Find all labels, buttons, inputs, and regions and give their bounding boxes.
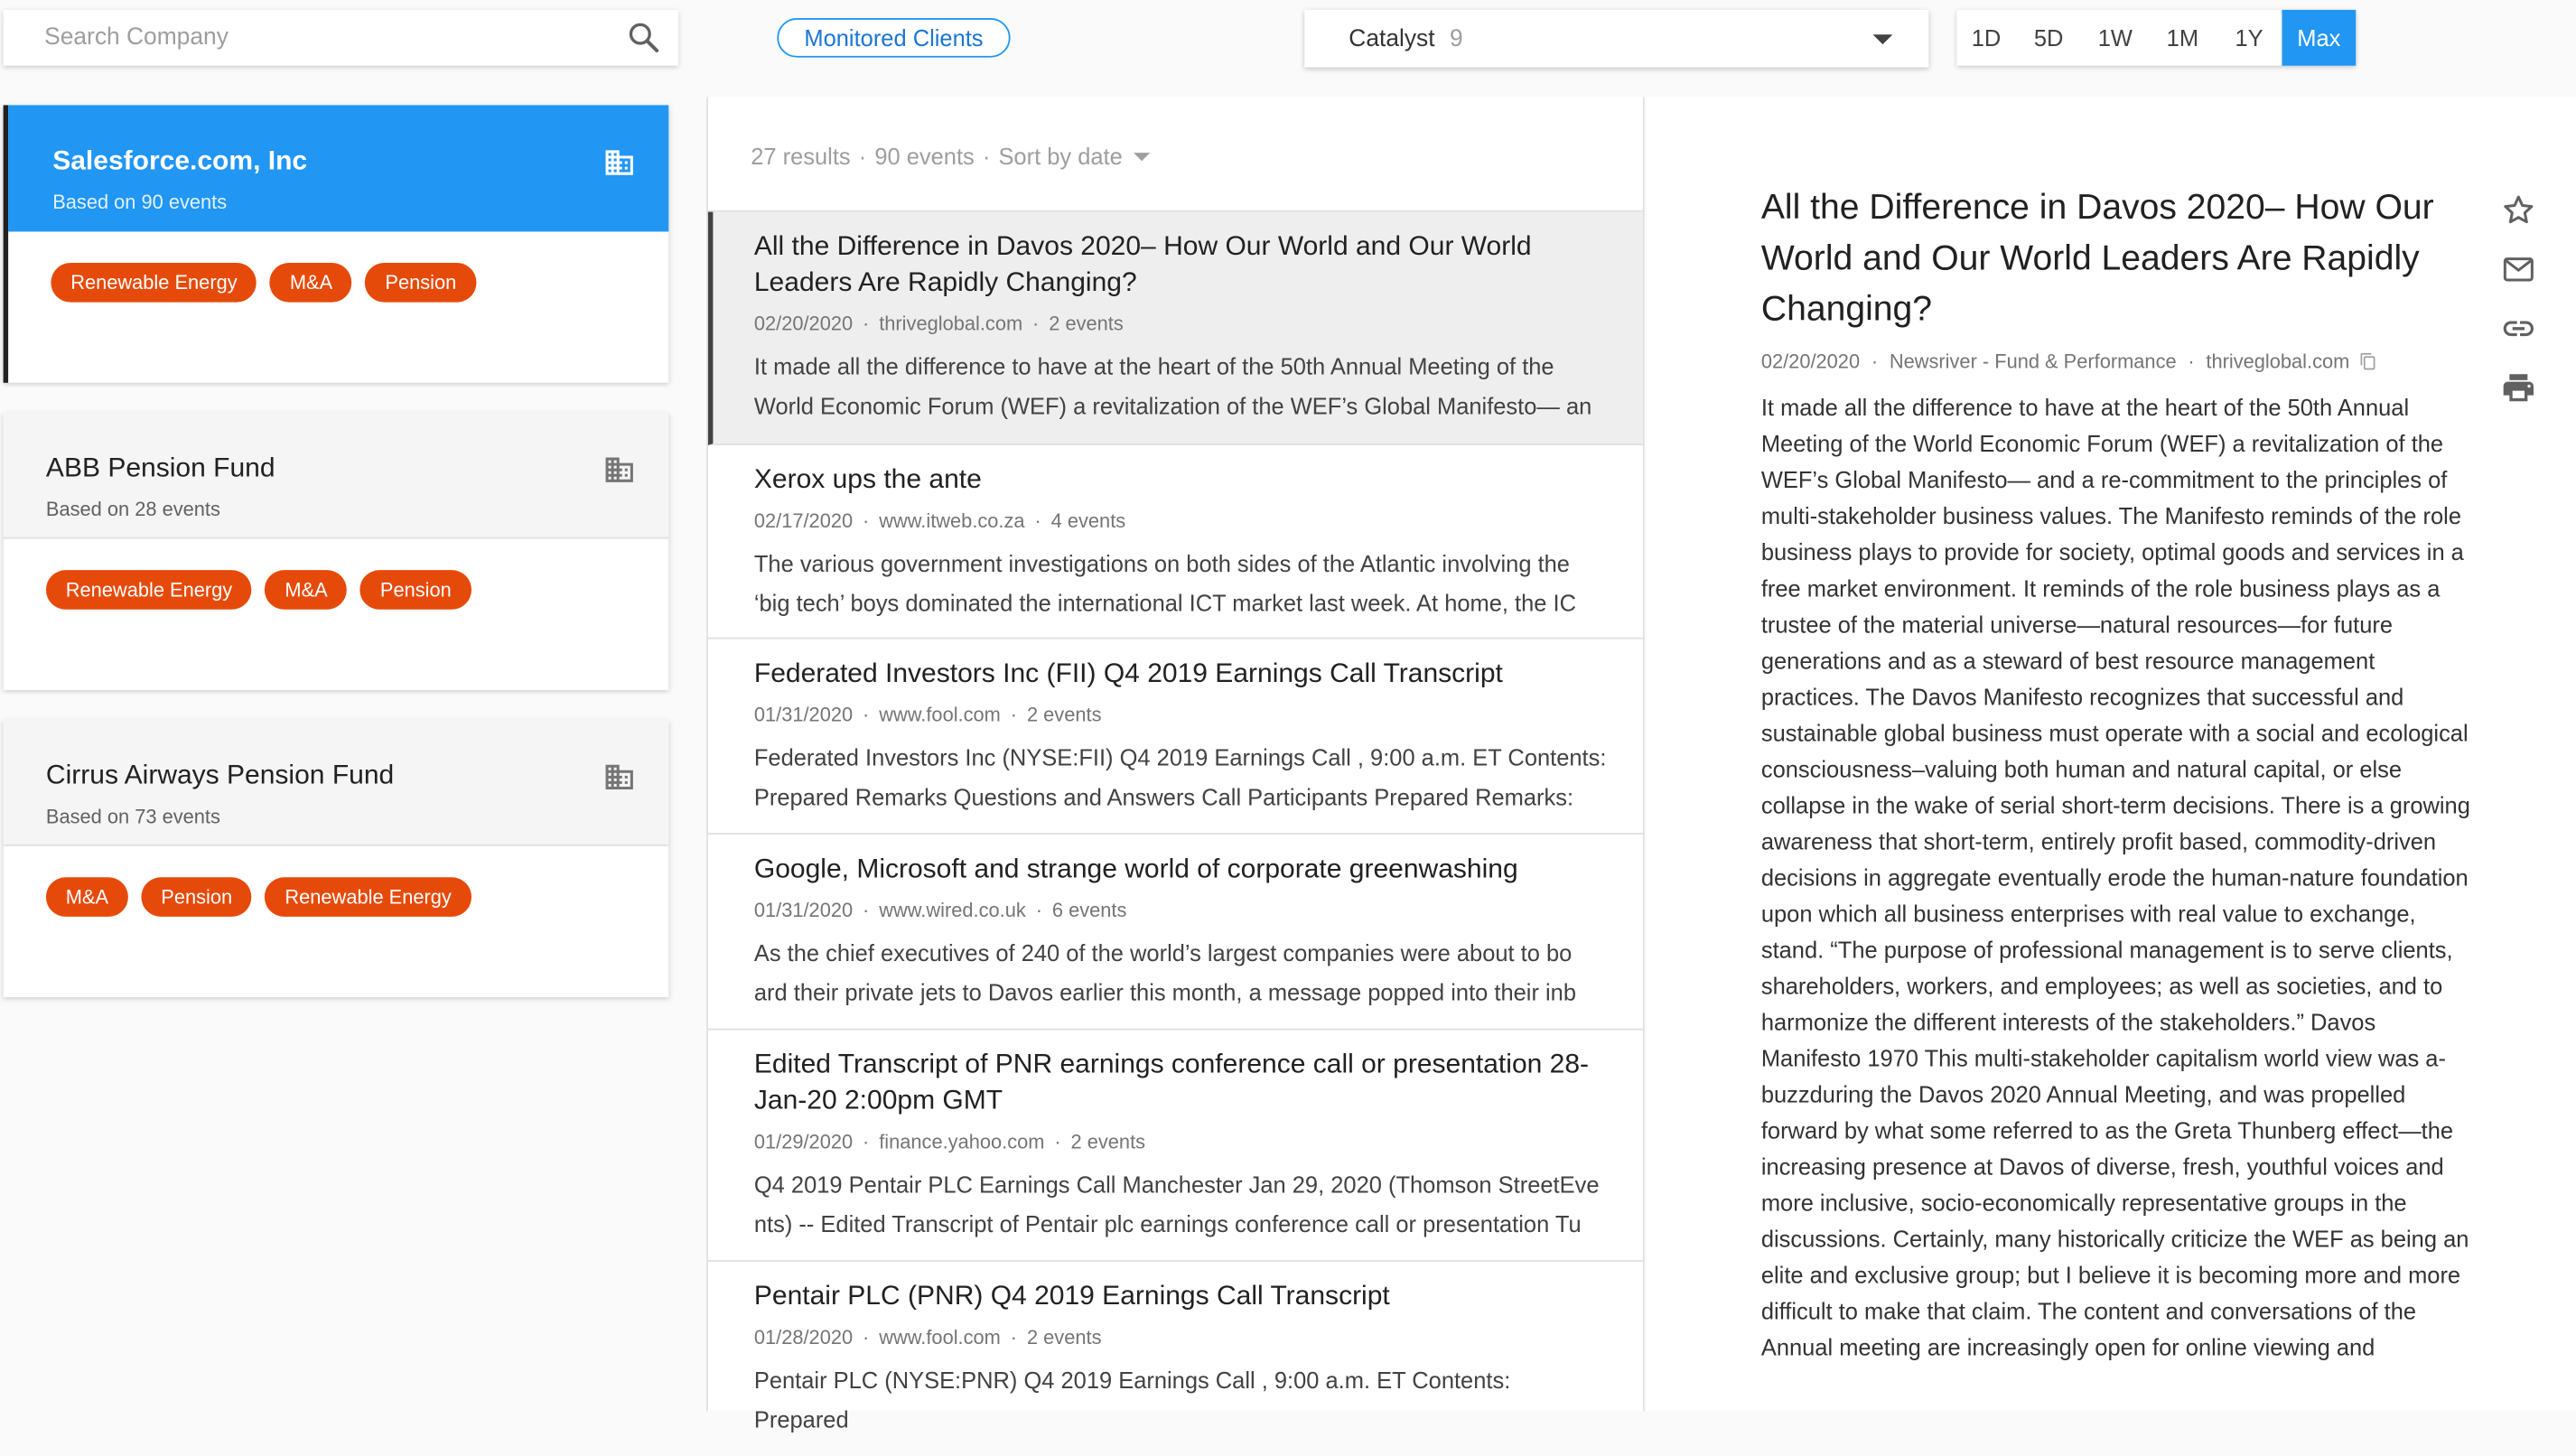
result-snippet: The various government investigations on both sides of the Atlantic involving the ‘big tech’ boys dominated the international ICT market last week. At home, the IC — [753, 550, 1576, 617]
meta-separator: · — [1034, 509, 1041, 533]
company-card-header — [4, 413, 669, 539]
result-events: 2 events — [1026, 1325, 1102, 1349]
result-source: www.fool.com — [879, 1325, 1001, 1349]
building-icon — [603, 761, 636, 793]
result-snippet: It made all the difference to have at the heart of the 50th Annual Meeting of the World Economic Forum (WEF) a revitalization of the WEF’s Global Manifesto— an — [753, 353, 1592, 419]
result-meta — [754, 313, 1607, 335]
article-body: It made all the difference to have at the heart of the 50th Annual Meeting of the World Economic Forum (WEF) a revitalization of the WEF’s Global Manifesto— and a re-commitment to the principles of multi-stakeholder business values. The Manifesto reminds of the role business plays to provide for society, optimal goods and services in a free market environment. It reminds of the role business plays as a trustee of the material universe—natural resources—for future generations and as a steward of best resource management practices. The Davos Manifesto recognizes that successful and sustainable global business must operate with a social and ecological consciousness–valuing both human and natural capital, or else collapse in the wake of serial short-term decisions. There is a growing awareness that short-term, entirely profit based, commodity-driven decisions in aggregate eventually erode the human-nature foundation upon which all business enterprises with real value to exchange, stand. “The purpose of professional management is to serve clients, shareholders, workers, and employees; as well as societies, and to harmonize the different interests of the stakeholders.” Davos Manifesto 1970 This multi-stakeholder capitalism world view was a-buzzduring the Davos 2020 Annual Meeting, and was propelled forward by what some referred to as the Greta Thunberg effect—the increasing presence at Davos of diverse, fresh, youthful voices and more inclusive, socio-economically representative groups in the discussions. Certainly, many historically criticize the WEF as being an elite and exclusive group; but I believe it is becoming more and more difficult to make that claim. The content and conversations of the Annual meeting are increasingly open for online viewing and — [1760, 394, 2470, 1361]
result-title[interactable]: Edited Transcript of PNR earnings conference call or presentation 28-Jan-20 2:00pm GMT — [753, 1050, 1590, 1116]
events-count: 90 events — [874, 143, 975, 170]
results-meta — [708, 97, 1643, 211]
sort-caret-icon[interactable] — [1134, 153, 1151, 161]
company-name: Salesforce.com, Inc — [52, 145, 308, 176]
article-source[interactable]: thriveglobal.com — [2206, 350, 2350, 373]
result-meta — [754, 509, 1607, 532]
link-icon[interactable] — [2500, 311, 2536, 347]
company-card[interactable] — [4, 105, 669, 382]
result-source: www.wired.co.uk — [879, 898, 1026, 922]
company-card-header — [4, 720, 669, 846]
company-card-header — [8, 105, 668, 231]
result-events: 2 events — [1026, 703, 1102, 726]
company-events: Based on 73 events — [45, 805, 220, 828]
company-name: Cirrus Airways Pension Fund — [45, 761, 395, 790]
result-date: 02/20/2020 — [753, 312, 854, 336]
building-icon — [603, 453, 636, 486]
search-company-box — [4, 10, 679, 66]
meta-separator: · — [1871, 350, 1879, 373]
article-panel — [1647, 97, 2576, 1411]
tag-chip[interactable]: M&A — [266, 570, 348, 610]
building-icon — [603, 146, 636, 179]
results-count: 27 results — [751, 143, 851, 170]
tag-chip[interactable]: Pension — [360, 570, 471, 610]
meta-separator: · — [2188, 350, 2195, 373]
result-item[interactable] — [708, 212, 1643, 445]
result-title[interactable]: All the Difference in Davos 2020– How Our World and Our World Leaders Are Rapidly Changing? — [753, 231, 1532, 298]
dropdown-arrow-icon — [1873, 33, 1893, 43]
company-tags — [4, 846, 669, 917]
company-name: ABB Pension Fund — [45, 453, 275, 483]
meta-separator: · — [863, 509, 870, 533]
tag-chip[interactable]: M&A — [270, 263, 352, 303]
result-meta — [754, 703, 1607, 725]
copy-icon[interactable] — [2359, 351, 2377, 371]
result-title[interactable]: Xerox ups the ante — [753, 464, 982, 495]
result-title[interactable]: Federated Investors Inc (FII) Q4 2019 Earnings Call Transcript — [753, 658, 1503, 689]
article-actions — [2500, 192, 2540, 429]
result-snippet: Federated Investors Inc (NYSE:FII) Q4 2019 Earnings Call , 9:00 a.m. ET Contents: Prepared Remarks Questions and Answers Call Participants Prepared Remarks: — [753, 743, 1607, 810]
catalyst-count: 9 — [1449, 25, 1463, 52]
catalyst-label: Catalyst — [1349, 25, 1435, 52]
result-source: www.itweb.co.za — [879, 509, 1025, 533]
tag-chip[interactable]: Pension — [366, 263, 477, 303]
range-max[interactable]: Max — [2282, 10, 2356, 66]
tag-chip[interactable]: M&A — [46, 877, 128, 917]
article-date: 02/20/2020 — [1760, 350, 1861, 373]
company-events: Based on 28 events — [45, 498, 220, 521]
meta-separator: · — [1054, 1130, 1061, 1153]
range-1y[interactable]: 1Y — [2235, 24, 2263, 51]
catalyst-select[interactable] — [1304, 10, 1928, 68]
meta-separator: · — [1032, 312, 1040, 336]
result-item[interactable] — [708, 639, 1643, 835]
meta-separator: · — [1010, 703, 1018, 726]
result-snippet: Pentair PLC (NYSE:PNR) Q4 2019 Earnings Call , 9:00 a.m. ET Contents: Prepared — [753, 1367, 1511, 1433]
meta-separator: · — [1010, 1325, 1018, 1349]
mail-icon[interactable] — [2500, 251, 2536, 287]
range-1m[interactable]: 1M — [2166, 24, 2199, 51]
result-events: 2 events — [1070, 1130, 1146, 1153]
result-item[interactable] — [708, 835, 1643, 1030]
range-1w[interactable]: 1W — [2097, 24, 2133, 51]
result-snippet: Q4 2019 Pentair PLC Earnings Call Manchester Jan 29, 2020 (Thomson StreetEve nts) -- Edited Transcript of Pentair plc earnings conference call or presentation Tu — [753, 1171, 1600, 1237]
range-1d[interactable]: 1D — [1971, 24, 2002, 51]
result-meta — [754, 899, 1607, 921]
result-item[interactable] — [708, 1262, 1643, 1456]
tag-chip[interactable]: Renewable Energy — [266, 877, 471, 917]
meta-separator: · — [863, 1325, 870, 1349]
company-tags — [4, 539, 669, 610]
meta-separator: · — [863, 703, 870, 726]
result-events: 2 events — [1049, 312, 1124, 336]
result-snippet: As the chief executives of 240 of the world’s largest companies were about to bo ard their private jets to Davos earlier this month, a message popped into their inb — [753, 939, 1577, 1006]
result-date: 01/31/2020 — [753, 898, 854, 922]
meta-separator: · — [863, 312, 870, 336]
meta-separator: · — [982, 143, 991, 170]
range-5d[interactable]: 5D — [2033, 24, 2064, 51]
article-title: All the Difference in Davos 2020– How Our World and Our World Leaders Are Rapidly Changing? — [1760, 187, 2434, 329]
result-date: 02/17/2020 — [753, 509, 854, 533]
result-meta — [754, 1326, 1607, 1349]
result-date: 01/29/2020 — [753, 1130, 854, 1153]
result-source: www.fool.com — [879, 703, 1001, 726]
meta-separator: · — [858, 143, 867, 170]
meta-separator: · — [863, 1130, 870, 1153]
result-source: finance.yahoo.com — [879, 1130, 1045, 1153]
result-events: 6 events — [1051, 898, 1127, 922]
tag-chip[interactable]: Renewable Energy — [46, 570, 252, 610]
result-events: 4 events — [1050, 509, 1126, 533]
print-icon[interactable] — [2500, 369, 2536, 406]
result-date: 01/28/2020 — [753, 1325, 854, 1349]
result-date: 01/31/2020 — [753, 703, 854, 726]
company-events: Based on 90 events — [52, 190, 228, 214]
star-icon[interactable] — [2500, 192, 2536, 229]
search-icon[interactable] — [626, 20, 662, 56]
result-title[interactable]: Google, Microsoft and strange world of corporate greenwashing — [753, 854, 1518, 884]
result-item[interactable] — [708, 1030, 1643, 1261]
result-source: thriveglobal.com — [879, 312, 1023, 336]
result-meta — [754, 1130, 1607, 1153]
result-item[interactable] — [708, 445, 1643, 639]
sort-by-date-button[interactable]: Sort by date — [998, 143, 1123, 170]
article-category: Newsriver - Fund & Performance — [1889, 350, 2177, 373]
company-tags — [8, 231, 668, 302]
article-meta — [1761, 350, 2377, 372]
company-card[interactable] — [4, 413, 669, 690]
results-panel — [706, 97, 1645, 1433]
tag-chip[interactable]: Renewable Energy — [51, 263, 257, 303]
search-input[interactable] — [44, 24, 626, 51]
company-card[interactable] — [4, 720, 669, 997]
meta-separator: · — [1035, 898, 1042, 922]
time-range-group — [1956, 10, 2356, 66]
monitored-clients-button[interactable]: Monitored Clients — [777, 18, 1010, 58]
tag-chip[interactable]: Pension — [141, 877, 252, 917]
result-title[interactable]: Pentair PLC (PNR) Q4 2019 Earnings Call Transcript — [753, 1281, 1390, 1311]
meta-separator: · — [863, 898, 870, 922]
